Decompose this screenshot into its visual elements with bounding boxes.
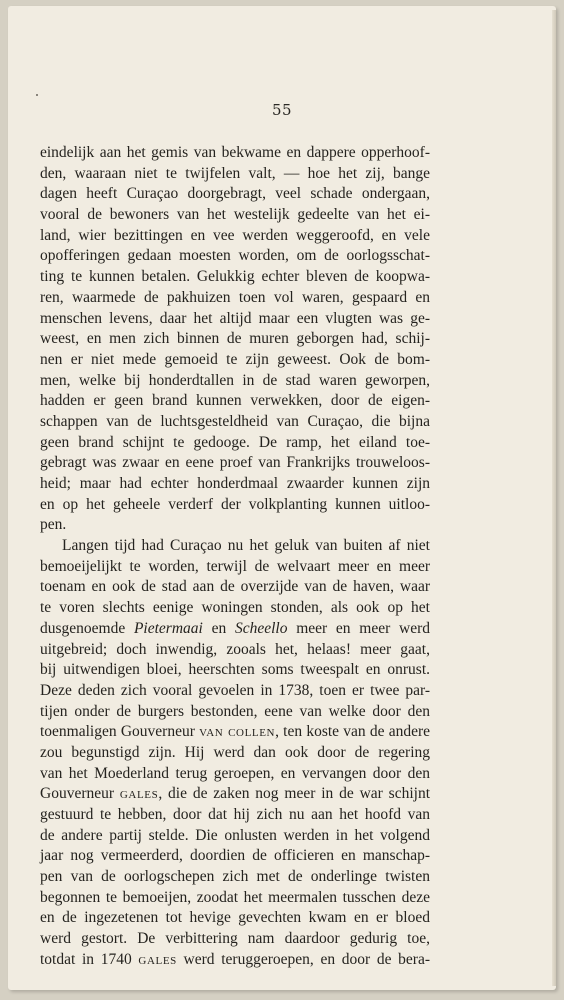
text-run: toenmaligen Gouverneur [40, 723, 200, 741]
place-name-italic: Scheello [234, 619, 288, 637]
body-text [40, 143, 430, 971]
text-line: weest, en men zich binnen de muren geborgen had, schij- [40, 330, 430, 348]
text-line: ting te kunnen betalen. Gelukkig echter bleven de koopwa- [40, 268, 430, 286]
text-line: pen. [40, 516, 67, 534]
text-run: , ten koste van de andere [275, 723, 431, 741]
text-line: opofferingen gedaan moesten worden, om de oorlogsschat- [40, 247, 430, 265]
page-edge [552, 10, 556, 986]
text-line: begonnen te bemoeijen, zoodat het meermalen tusschen deze [40, 888, 430, 906]
text-line: uitgebreid; doch inwendig, zooals het, helaas! meer gaat, [40, 640, 430, 658]
text-line: bemoeijelijkt te worden, terwijl de welvaart meer en meer [40, 557, 430, 575]
person-name-smallcaps: gales [119, 785, 159, 803]
text-line: dagen heeft Curaçao doorgebragt, veel schade ondergaan, [40, 185, 430, 203]
text-line: gestuurd te hebben, door dat hij zich nu aan het hoofd van [40, 806, 430, 823]
ink-speck [36, 94, 38, 96]
text-line [40, 619, 430, 640]
text-line [40, 722, 430, 743]
text-line: menschen levens, daar het altijd maar een vlugten was ge- [40, 309, 430, 327]
person-name-smallcaps: gales [138, 950, 177, 968]
text-run: , die de zaken nog meer in de war schijnt [158, 785, 430, 803]
text-run: totdat in 1740 [40, 950, 139, 968]
text-line: land, wier bezittingen en vee werden weggeroofd, en vele [40, 226, 430, 244]
text-line: te voren slechts eenige woningen stonden, als ook op het [40, 599, 430, 617]
text-line: hadden er geen brand kunnen verwekken, door de eigen- [40, 392, 430, 410]
text-line: schappen van de luchtsgesteldheid van Curaçao, die bijna [40, 412, 430, 430]
page-number: 55 [271, 101, 293, 119]
text-run: Gouverneur [40, 785, 120, 803]
text-line: den, waaraan niet te twijfelen valt, — hoe het zij, bange [40, 164, 430, 182]
text-line: men, welke bij honderdtallen in de stad waren geworpen, [40, 371, 430, 389]
text-line: Langen tijd had Curaçao nu het geluk van buiten af niet [62, 537, 430, 555]
place-name-italic: Pietermaai [133, 619, 203, 637]
text-run: werd teruggeroepen, en door de bera- [176, 950, 431, 968]
text-line: eindelijk aan het gemis van bekwame en dappere opperhoof- [40, 144, 430, 161]
text-run: meer en meer werd [287, 619, 430, 637]
text-line: gebragt was zwaar en eene proef van Frankrijks trouweloos- [40, 454, 430, 472]
text-line: vooral de bewoners van het westelijk gedeelte van het ei- [40, 206, 430, 224]
text-line [40, 784, 430, 805]
text-line [40, 950, 430, 971]
text-line: de andere partij stelde. Die onlusten werden in het volgend [40, 826, 430, 844]
text-line: pen van de oorlogschepen zich met de onderlinge twisten [40, 868, 430, 886]
text-line: van het Moederland terug geroepen, en vervangen door den [40, 764, 430, 782]
text-line: bij uitwendigen bloei, heerschten soms tweespalt en onrust. [40, 661, 430, 679]
text-line: en de ingezetenen tot hevige gevechten kwam en er bloed [40, 909, 430, 927]
text-line: tijen onder de burgers bestonden, eene van welke door den [40, 702, 430, 720]
text-line: Deze deden zich vooral gevoelen in 1738, toen er twee par- [40, 681, 430, 699]
text-run: en [202, 619, 235, 637]
text-line: nen er niet mede gemoeid te zijn geweest. Ook de bom- [40, 350, 430, 368]
text-run: dusgenoemde [40, 619, 134, 637]
text-line: heid; maar had echter honderdmaal zwaarder kunnen zijn [40, 475, 430, 492]
text-line: jaar nog vermeerderd, doordien de officieren en manschap- [40, 847, 430, 865]
text-line: en op het geheele verderf der volkplanting kunnen uitloo- [40, 495, 430, 513]
text-line: werd gestort. De verbittering nam daardoor gedurig toe, [40, 930, 430, 948]
text-line: zou begunstigd zijn. Hij werd dan ook door de regering [40, 743, 430, 761]
text-line: ren, waarmede de pakhuizen toen vol waren, gespaard en [40, 288, 430, 306]
text-line: geen brand schijnt te gedooge. De ramp, het eiland toe- [40, 433, 430, 451]
person-name-smallcaps: van collen [199, 723, 276, 741]
text-line: toenam en ook de stad aan de overzijde van de haven, waar [40, 578, 430, 596]
